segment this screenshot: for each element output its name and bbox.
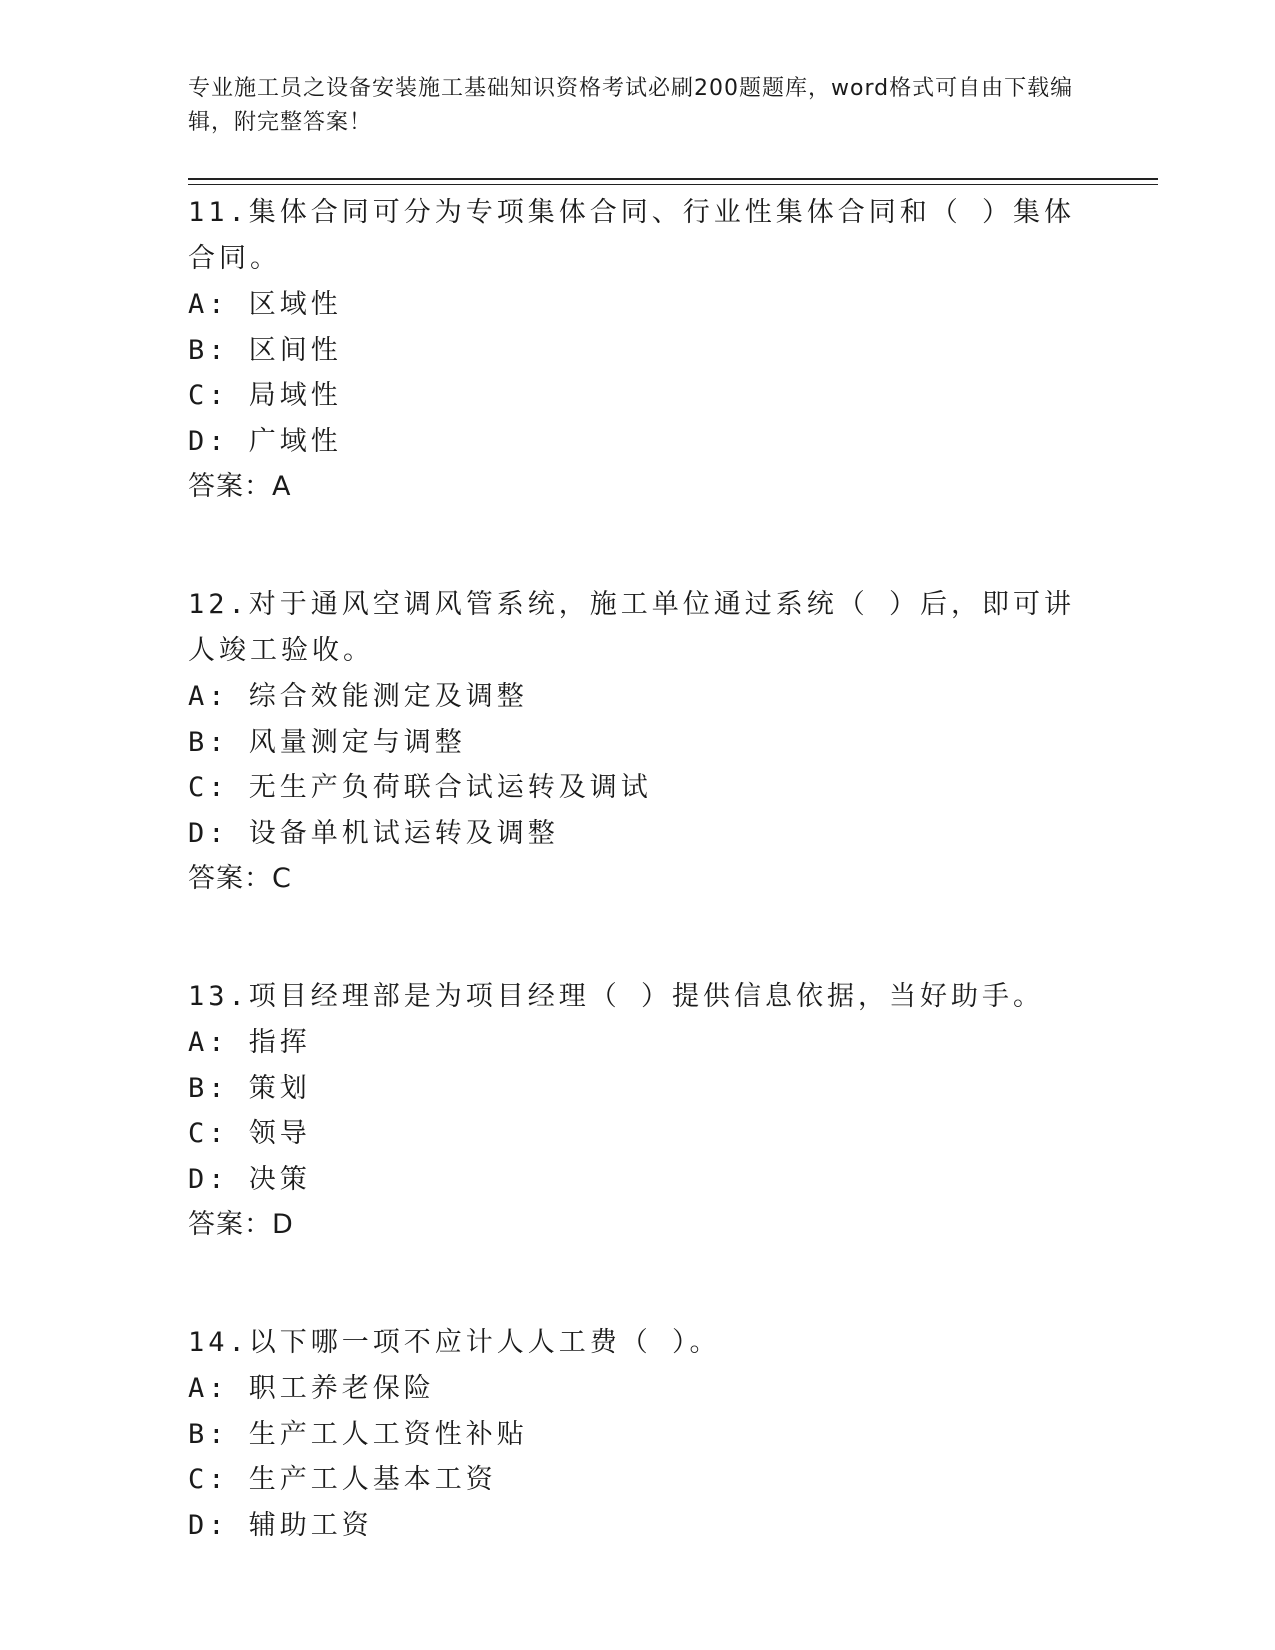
answer-line: 答案：A <box>188 471 292 502</box>
question-12 <box>188 582 1088 902</box>
question-14 <box>188 1320 1088 1548</box>
answer-line: 答案：C <box>188 863 292 894</box>
question-13 <box>188 974 1088 1248</box>
question-list <box>188 190 1088 1548</box>
question-text: 11.集体合同可分为专项集体合同、行业性集体合同和（ ）集体合同。 <box>188 197 1076 274</box>
option-a: A: 职工养老保险 <box>188 1373 435 1404</box>
question-text: 13.项目经理部是为项目经理（ ）提供信息依据，当好助手。 <box>188 981 1045 1012</box>
option-c: C: 生产工人基本工资 <box>188 1464 497 1495</box>
option-a: A: 区域性 <box>188 289 342 320</box>
option-b: B: 区间性 <box>188 334 342 366</box>
answer-line: 答案：D <box>188 1209 294 1240</box>
option-b: B: 风量测定与调整 <box>188 726 466 758</box>
option-c: C: 领导 <box>188 1118 311 1149</box>
question-text: 14.以下哪一项不应计人人工费（ ）。 <box>188 1327 721 1358</box>
option-a: A: 指挥 <box>188 1027 311 1058</box>
option-c: C: 无生产负荷联合试运转及调试 <box>188 772 652 803</box>
document-header: 专业施工员之设备安装施工基础知识资格考试必刷200题题库，word格式可自由下载编辑，附完整答案！ <box>188 76 1074 135</box>
option-d: D: 决策 <box>188 1163 311 1195</box>
header-divider-thick <box>188 178 1158 180</box>
option-d: D: 设备单机试运转及调整 <box>188 817 559 849</box>
option-a: A: 综合效能测定及调整 <box>188 681 528 712</box>
question-text: 12.对于通风空调风管系统，施工单位通过系统（ ）后，即可讲人竣工验收。 <box>188 589 1076 666</box>
option-d: D: 广域性 <box>188 425 342 457</box>
header-divider-thin <box>188 184 1158 185</box>
option-b: B: 生产工人工资性补贴 <box>188 1418 528 1450</box>
option-d: D: 辅助工资 <box>188 1509 373 1541</box>
option-c: C: 局域性 <box>188 380 342 411</box>
question-11 <box>188 190 1088 510</box>
option-b: B: 策划 <box>188 1072 311 1104</box>
